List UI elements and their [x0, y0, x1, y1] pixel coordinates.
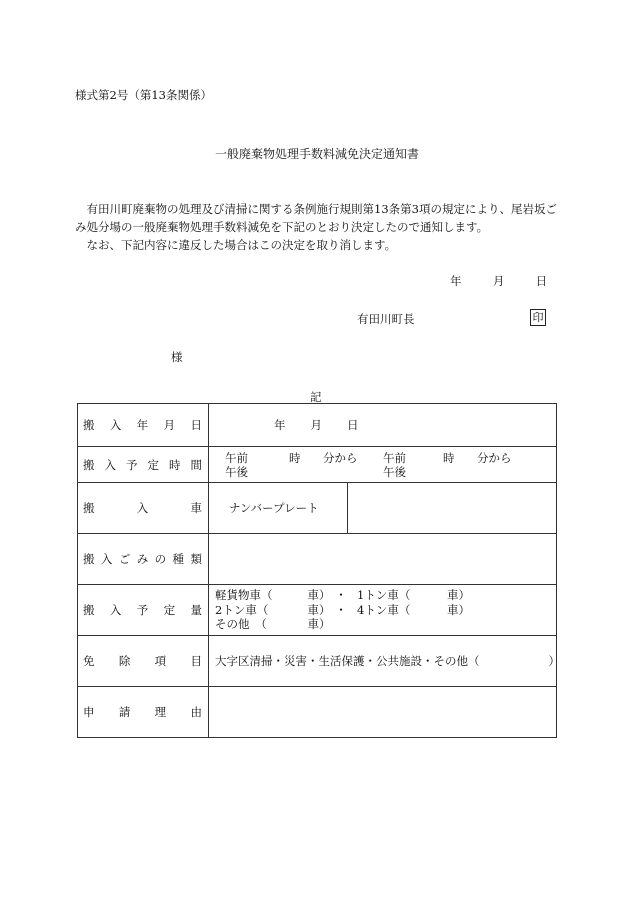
- row-vehicle: [78, 483, 557, 534]
- issue-date: [450, 273, 547, 289]
- label-quantity: 搬 入 予 定 量: [78, 585, 209, 636]
- label-delivery-time: 搬 入 予 定 時 間: [78, 447, 209, 483]
- reason-field[interactable]: [209, 687, 557, 738]
- label-exemption: 免 除 項 目: [78, 636, 209, 687]
- row-quantity: [78, 585, 557, 636]
- details-table: [77, 403, 560, 738]
- quantity-field[interactable]: 軽貨物車（ 車） ・ 1トン車（ 車） 2トン車（ 車） ・ 4トン車（ 車） その他 （ 車）: [209, 585, 557, 636]
- row-reason: [78, 687, 557, 738]
- notice-body: [75, 200, 565, 254]
- row-delivery-date: [78, 404, 557, 447]
- label-delivery-date: 搬 入 年 月 日: [78, 404, 209, 447]
- addressee-suffix: 様: [171, 350, 183, 364]
- delivery-time-field[interactable]: 午前 時 分から 午前 時 分から 午後 午後: [209, 447, 557, 483]
- plate-label: ナンバープレート: [209, 483, 348, 533]
- year-label: 年: [450, 274, 462, 288]
- day-label: 日: [535, 274, 548, 288]
- vehicle-field: [209, 483, 557, 534]
- plate-input[interactable]: [348, 483, 556, 533]
- exemption-field[interactable]: 大字区清掃・災害・生活保護・公共施設・その他（ ）: [209, 636, 557, 687]
- seal-mark: 印: [530, 309, 546, 326]
- label-vehicle: 搬 入 車: [78, 483, 209, 534]
- notice-paragraph-1: 有田川町廃棄物の処理及び清掃に関する条例施行規則第13条第3項の規定により、尾岩坂ごみ処分場の一般廃棄物処理手数料減免を下記のとおり決定したので通知します。: [75, 202, 557, 234]
- row-waste-type: [78, 534, 557, 585]
- ki-heading: 記: [310, 390, 322, 404]
- row-delivery-time: [78, 447, 557, 483]
- label-waste-type: 搬 入 ご み の 種 類: [78, 534, 209, 585]
- row-exemption: [78, 636, 557, 687]
- issuer-name: 有田川町長: [357, 312, 415, 326]
- waste-type-field[interactable]: [209, 534, 557, 585]
- document-title: 一般廃棄物処理手数料減免決定通知書: [215, 147, 420, 161]
- delivery-date-field[interactable]: 年 月 日: [209, 404, 557, 447]
- label-reason: 申 請 理 由: [78, 687, 209, 738]
- notice-paragraph-2: なお、下記内容に違反した場合はこの決定を取り消します。: [86, 238, 397, 252]
- month-label: 月: [492, 274, 505, 288]
- form-number: 様式第2号（第13条関係）: [75, 88, 212, 102]
